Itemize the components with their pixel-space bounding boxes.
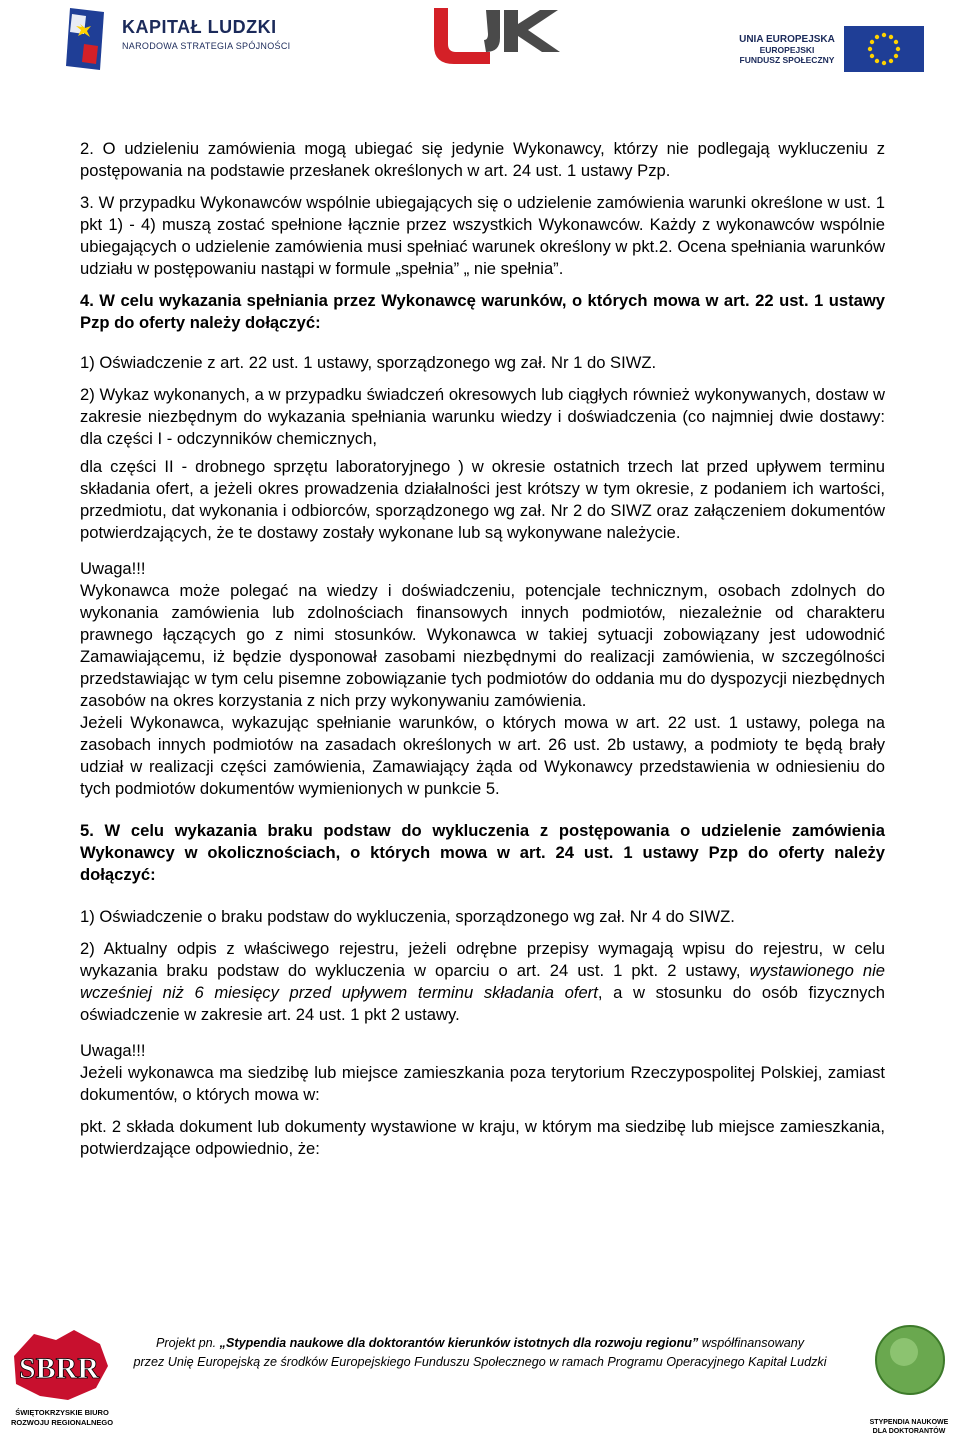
sbrr-caption-line2: ROZWOJU REGIONALNEGO — [10, 1418, 114, 1427]
footer-line1-title: „Stypendia naukowe dla doktorantów kierunków istotnych dla rozwoju regionu” — [219, 1336, 699, 1350]
stypendia-naukowe-logo — [864, 1320, 956, 1416]
sbrr-mark: SBRR — [18, 1352, 100, 1385]
paragraph-4-2a: 2) Wykaz wykonanych, a w przypadku świadczeń okresowych lub ciągłych również wykonywanych, dostaw w zakresie niezbędnym do wykazania spełniania warunku wiedzy i doświadczenia (co najmniej dwie dostawy: dla części I - odczynników chemicznych, — [80, 385, 885, 448]
paragraph-5-2-part-b: , a w stosunku do osób fizycznych oświadczenie w zakresie art. 24 ust. 1 pkt 2 ustawy. — [80, 983, 885, 1024]
paragraph-3: 3. W przypadku Wykonawców wspólnie ubiegających się o udzielenie zamówienia warunki określone w ust. 1 pkt 1) - 4) muszą zostać spełnione łącznie przez wszystkich Wykonawców. Każdy z wykonawców wspólnie ubiegających o udzielenie zamówienia musi spełniać warunek określony w pkt.2. Ocena spełniania warunków udziału w postępowaniu nastąpi w formule „spełnia” „ nie spełnia”. — [80, 193, 885, 278]
sn-caption-line2: DLA DOKTORANTÓW — [872, 1428, 946, 1435]
paragraph-5-1: 1) Oświadczenie o braku podstaw do wykluczenia, sporządzonego wg zał. Nr 4 do SIWZ. — [80, 907, 735, 926]
paragraph-2: 2. O udzieleniu zamówienia mogą ubiegać się jedynie Wykonawcy, którzy nie podlegają wykluczeniu z postępowania na podstawie przesłanek określonych w art. 24 ust. 1 ustawy Pzp. — [80, 139, 885, 180]
sbrr-caption — [4, 1408, 120, 1428]
kapital-ludzki-subtitle: NARODOWA STRATEGIA SPÓJNOŚCI — [122, 41, 291, 51]
paragraph-4-1: 1) Oświadczenie z art. 22 ust. 1 ustawy, sporządzonego wg zał. Nr 1 do SIWZ. — [80, 353, 657, 372]
page-footer — [0, 1320, 960, 1439]
sn-caption-line1: STYPENDIA NAUKOWE — [869, 1419, 949, 1426]
paragraph-5-2 — [80, 938, 885, 1026]
footer-line1-c: współfinansowany — [698, 1336, 805, 1350]
paragraph-uwaga-2: Jeżeli wykonawca ma siedzibę lub miejsce zamieszkania poza terytorium Rzeczypospolitej Polskiej, zamiast dokumentów, o których mowa w: — [80, 1063, 885, 1104]
eu-line2: EUROPEJSKI — [759, 45, 815, 55]
sbrr-caption-line1: ŚWIĘTOKRZYSKIE BIURO — [15, 1408, 109, 1417]
kapital-ludzki-logo — [64, 4, 294, 74]
uwaga-label-1: Uwaga!!! — [80, 559, 146, 578]
paragraph-5-2-italic: wystawionego nie wcześniej niż 6 miesięcy przed upływem terminu składania ofert — [80, 961, 886, 1002]
paragraph-4-2b: dla części II - drobnego sprzętu laboratoryjnego ) w okresie ostatnich trzech lat przed upływem terminu składania ofert, a jeżeli okres prowadzenia działalności jest krótszy w tym okresie, z podaniem ich wartości, przedmiotu, dat wykonania i odbiorców, sporządzonego wg zał. Nr 2 do SIWZ oraz załączeniem dokumentów potwierdzających, że te dostawy zostały wykonane lub są wykonywane należycie. — [80, 457, 885, 542]
paragraph-uwaga-1: Wykonawca może polegać na wiedzy i doświadczeniu, potencjale technicznym, osobach zdolnych do wykonania zamówienia lub zdolnościach finansowych innych podmiotów, niezależnie od charakteru prawnego łączących go z nimi stosunków. Wykonawca w takiej sytuacji zobowiązany jest udowodnić Zamawiającemu, iż będzie dysponował zasobami niezbędnymi do realizacji zamówienia, w szczególności przedstawiając w tym celu pisemne zobowiązanie tych podmiotów do oddania mu do dyspozycji niezbędnych zasobów na okres korzystania z nich przy wykonywaniu zamówienia. — [80, 581, 885, 710]
section-5-heading: 5. W celu wykazania braku podstaw do wykluczenia z postępowania o udzielenie zamówienia Wykonawcy w okolicznościach, o których mowa w art. 24 ust. 1 ustawy Pzp do oferty należy dołączyć: — [80, 821, 885, 884]
footer-project-text — [100, 1334, 860, 1372]
sn-caption — [858, 1418, 960, 1436]
footer-line2: przez Unię Europejską ze środków Europejskiego Funduszu Społecznego w ramach Programu Operacyjnego Kapitał Ludzki — [133, 1355, 827, 1369]
eu-text — [734, 35, 840, 65]
ujk-logo — [428, 6, 568, 68]
paragraph-5-2-part-a: 2) Aktualny odpis z właściwego rejestru, jeżeli odrębne przepisy wymagają wpisu do rejestru, w celu wykazania braku podstaw do wykluczenia w oparciu o art. 24 ust. 1 pkt. 2 ustawy, — [80, 939, 885, 980]
eu-line3: FUNDUSZ SPOŁECZNY — [739, 55, 835, 65]
paragraph-jezeli: Jeżeli Wykonawca, wykazując spełnianie warunków, o których mowa w art. 22 ust. 1 ustawy, polega na zasobach innych podmiotów na zasadach określonych w art. 26 ust. 2b ustawy, a podmioty te będą brały udział w realizacji części zamówienia, Zamawiający żąda od Wykonawcy przedstawienia w odniesieniu do tych podmiotów dokumentów wymienionych w punkcie 5. — [80, 713, 885, 798]
footer-line1-a: Projekt pn. — [155, 1336, 220, 1350]
footer-line1 — [100, 1334, 860, 1353]
paragraph-pkt-2: pkt. 2 składa dokument lub dokumenty wystawione w kraju, w którym ma siedzibę lub miejsce zamieszkania, potwierdzające odpowiednio, że: — [80, 1117, 885, 1158]
page-header — [0, 0, 960, 80]
section-4-heading: 4. W celu wykazania spełniania przez Wykonawcę warunków, o których mowa w art. 22 ust. 1 ustawy Pzp do oferty należy dołączyć: — [80, 291, 885, 332]
document-body — [80, 138, 885, 1160]
eu-line1: UNIA EUROPEJSKA — [739, 34, 835, 45]
uwaga-label-2: Uwaga!!! — [80, 1041, 146, 1060]
eu-flag-icon — [844, 26, 924, 72]
sbrr-logo — [4, 1326, 114, 1404]
kapital-ludzki-title: KAPITAŁ LUDZKI — [122, 17, 277, 37]
